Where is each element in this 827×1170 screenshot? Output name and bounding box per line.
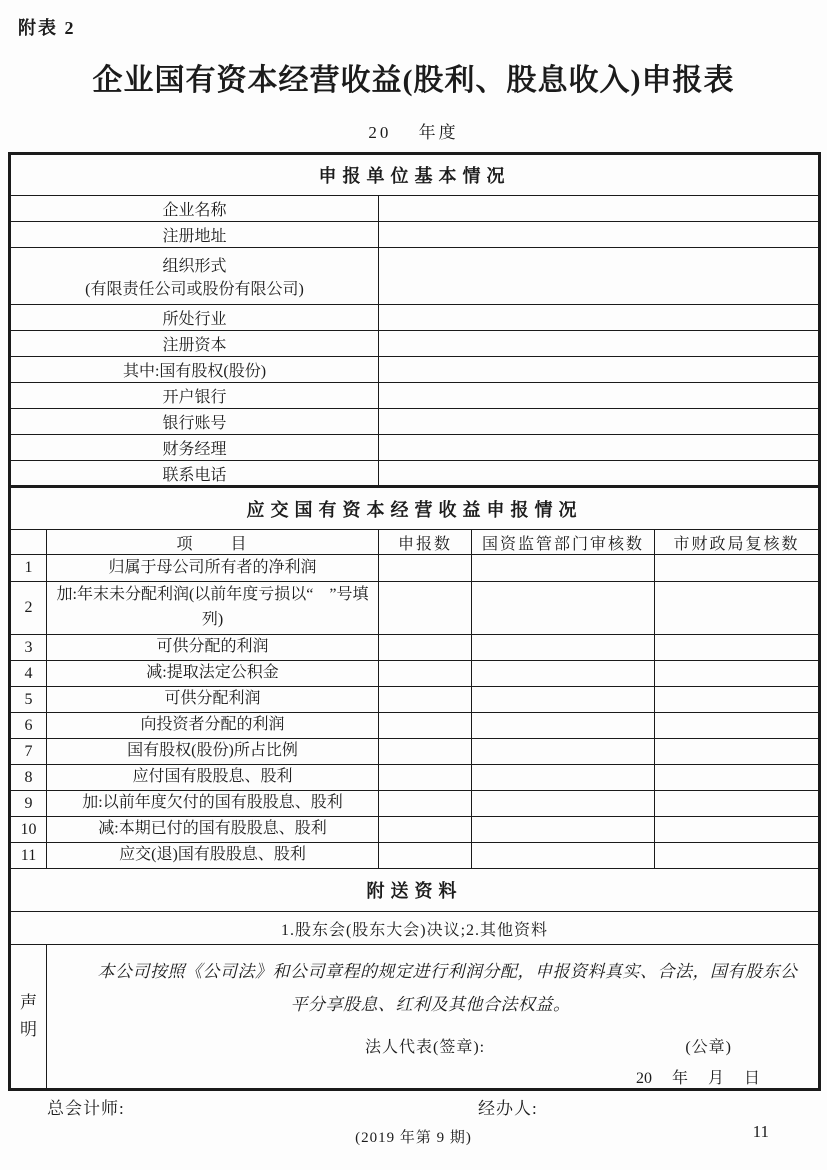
field-label-bank: 开户银行	[10, 383, 379, 409]
declared-amount-cell[interactable]	[379, 739, 472, 765]
regulator-audit-cell[interactable]	[472, 635, 655, 661]
income-row-2	[10, 582, 820, 635]
field-label-state-owned-equity: 其中:国有股权(股份)	[10, 357, 379, 383]
declared-amount-cell[interactable]	[379, 555, 472, 582]
statement-body-cell	[47, 945, 820, 1090]
year-line: 20 年度	[368, 123, 459, 142]
column-header-finance-review: 市财政局复核数	[655, 530, 820, 555]
declared-amount-cell[interactable]	[379, 765, 472, 791]
declaration-form-table	[8, 152, 821, 1091]
finance-review-cell[interactable]	[655, 739, 820, 765]
attachments-section-title: 附送资料	[10, 869, 820, 912]
declared-amount-cell[interactable]	[379, 713, 472, 739]
field-value-organization-form[interactable]	[379, 248, 820, 305]
page-number: 11	[752, 1122, 769, 1141]
field-value-registered-capital[interactable]	[379, 331, 820, 357]
item-label: 加:以前年度欠付的国有股股息、股利	[47, 791, 379, 817]
income-row-3	[10, 635, 820, 661]
column-header-item: 项 目	[47, 530, 379, 555]
column-header-declared: 申报数	[379, 530, 472, 555]
finance-review-cell[interactable]	[655, 765, 820, 791]
item-label: 可供分配利润	[47, 687, 379, 713]
declared-amount-cell[interactable]	[379, 582, 472, 635]
attachments-items-line: 1.股东会(股东大会)决议;2.其他资料	[10, 912, 820, 945]
page-title: 企业国有资本经营收益(股利、股息收入)申报表	[92, 64, 735, 97]
field-value-company-name[interactable]	[379, 196, 820, 222]
regulator-audit-cell[interactable]	[472, 739, 655, 765]
item-label: 归属于母公司所有者的净利润	[47, 555, 379, 582]
declared-amount-cell[interactable]	[379, 817, 472, 843]
finance-review-cell[interactable]	[655, 635, 820, 661]
income-row-10	[10, 817, 820, 843]
regulator-audit-cell[interactable]	[472, 817, 655, 843]
item-label: 可供分配的利润	[47, 635, 379, 661]
item-label: 加:年末未分配利润(以前年度亏损以“ ”号填列)	[47, 582, 379, 635]
field-label-registered-capital: 注册资本	[10, 331, 379, 357]
item-label: 应交(退)国有股股息、股利	[47, 843, 379, 869]
row-number: 10	[10, 817, 47, 843]
field-value-state-owned-equity[interactable]	[379, 357, 820, 383]
field-label-organization-form	[10, 248, 379, 305]
income-row-7	[10, 739, 820, 765]
field-value-registered-address[interactable]	[379, 222, 820, 248]
basic-info-section-title: 申报单位基本情况	[10, 154, 820, 196]
declared-amount-cell[interactable]	[379, 687, 472, 713]
statement-label-char: 明	[20, 1019, 37, 1039]
legal-rep-signature-label: 法人代表(签章):	[365, 1039, 486, 1057]
row-number: 1	[10, 555, 47, 582]
declared-amount-cell[interactable]	[379, 791, 472, 817]
statement-label	[10, 945, 47, 1090]
field-value-bank-account[interactable]	[379, 409, 820, 435]
field-value-industry[interactable]	[379, 305, 820, 331]
handler-label: 经办人:	[478, 1099, 538, 1118]
finance-review-cell[interactable]	[655, 843, 820, 869]
regulator-audit-cell[interactable]	[472, 843, 655, 869]
row-number: 8	[10, 765, 47, 791]
regulator-audit-cell[interactable]	[472, 765, 655, 791]
row-number: 11	[10, 843, 47, 869]
footer-issue-label: (2019 年第 9 期)	[355, 1130, 472, 1146]
finance-review-cell[interactable]	[655, 713, 820, 739]
regulator-audit-cell[interactable]	[472, 661, 655, 687]
field-label-bank-account: 银行账号	[10, 409, 379, 435]
column-header-regulator-audit: 国资监管部门审核数	[472, 530, 655, 555]
row-number: 3	[10, 635, 47, 661]
finance-review-cell[interactable]	[655, 791, 820, 817]
field-label-industry: 所处行业	[10, 305, 379, 331]
income-row-1	[10, 555, 820, 582]
income-row-4	[10, 661, 820, 687]
field-label-registered-address: 注册地址	[10, 222, 379, 248]
finance-review-cell[interactable]	[655, 817, 820, 843]
income-row-11	[10, 843, 820, 869]
income-section-title: 应交国有资本经营收益申报情况	[10, 487, 820, 530]
row-number: 4	[10, 661, 47, 687]
income-row-6	[10, 713, 820, 739]
item-label: 减:本期已付的国有股股息、股利	[47, 817, 379, 843]
finance-review-cell[interactable]	[655, 582, 820, 635]
field-value-finance-manager[interactable]	[379, 435, 820, 461]
item-label: 国有股权(股份)所占比例	[47, 739, 379, 765]
field-value-contact-phone[interactable]	[379, 461, 820, 487]
statement-text: 本公司按照《公司法》和公司章程的规定进行利润分配，申报资料真实、合法，国有股东公平分享股息、红利及其他合法权益。	[97, 962, 798, 1015]
field-label-finance-manager: 财务经理	[10, 435, 379, 461]
row-number: 6	[10, 713, 47, 739]
organization-form-label: 组织形式	[162, 258, 227, 275]
item-label: 减:提取法定公积金	[47, 661, 379, 687]
income-row-9	[10, 791, 820, 817]
chief-accountant-label: 总会计师:	[47, 1099, 125, 1118]
item-label: 应付国有股股息、股利	[47, 765, 379, 791]
field-label-company-name: 企业名称	[10, 196, 379, 222]
field-value-bank[interactable]	[379, 383, 820, 409]
field-label-contact-phone: 联系电话	[10, 461, 379, 487]
row-number: 2	[10, 582, 47, 635]
regulator-audit-cell[interactable]	[472, 687, 655, 713]
declared-amount-cell[interactable]	[379, 661, 472, 687]
row-number: 5	[10, 687, 47, 713]
income-row-8	[10, 765, 820, 791]
declared-amount-cell[interactable]	[379, 635, 472, 661]
official-seal-label: (公章)	[685, 1039, 732, 1057]
organization-form-sublabel: (有限责任公司或股份有限公司)	[85, 281, 304, 298]
finance-review-cell[interactable]	[655, 661, 820, 687]
income-row-5	[10, 687, 820, 713]
statement-date-line: 20 年 月 日	[635, 1070, 760, 1088]
row-number: 7	[10, 739, 47, 765]
regulator-audit-cell[interactable]	[472, 582, 655, 635]
finance-review-cell[interactable]	[655, 555, 820, 582]
item-label: 向投资者分配的利润	[47, 713, 379, 739]
attachment-label: 附表 2	[18, 18, 76, 38]
finance-review-cell[interactable]	[655, 687, 820, 713]
regulator-audit-cell[interactable]	[472, 555, 655, 582]
statement-label-char: 声	[20, 992, 37, 1012]
declared-amount-cell[interactable]	[379, 843, 472, 869]
regulator-audit-cell[interactable]	[472, 791, 655, 817]
row-number: 9	[10, 791, 47, 817]
regulator-audit-cell[interactable]	[472, 713, 655, 739]
row-number-header-cell	[10, 530, 47, 555]
